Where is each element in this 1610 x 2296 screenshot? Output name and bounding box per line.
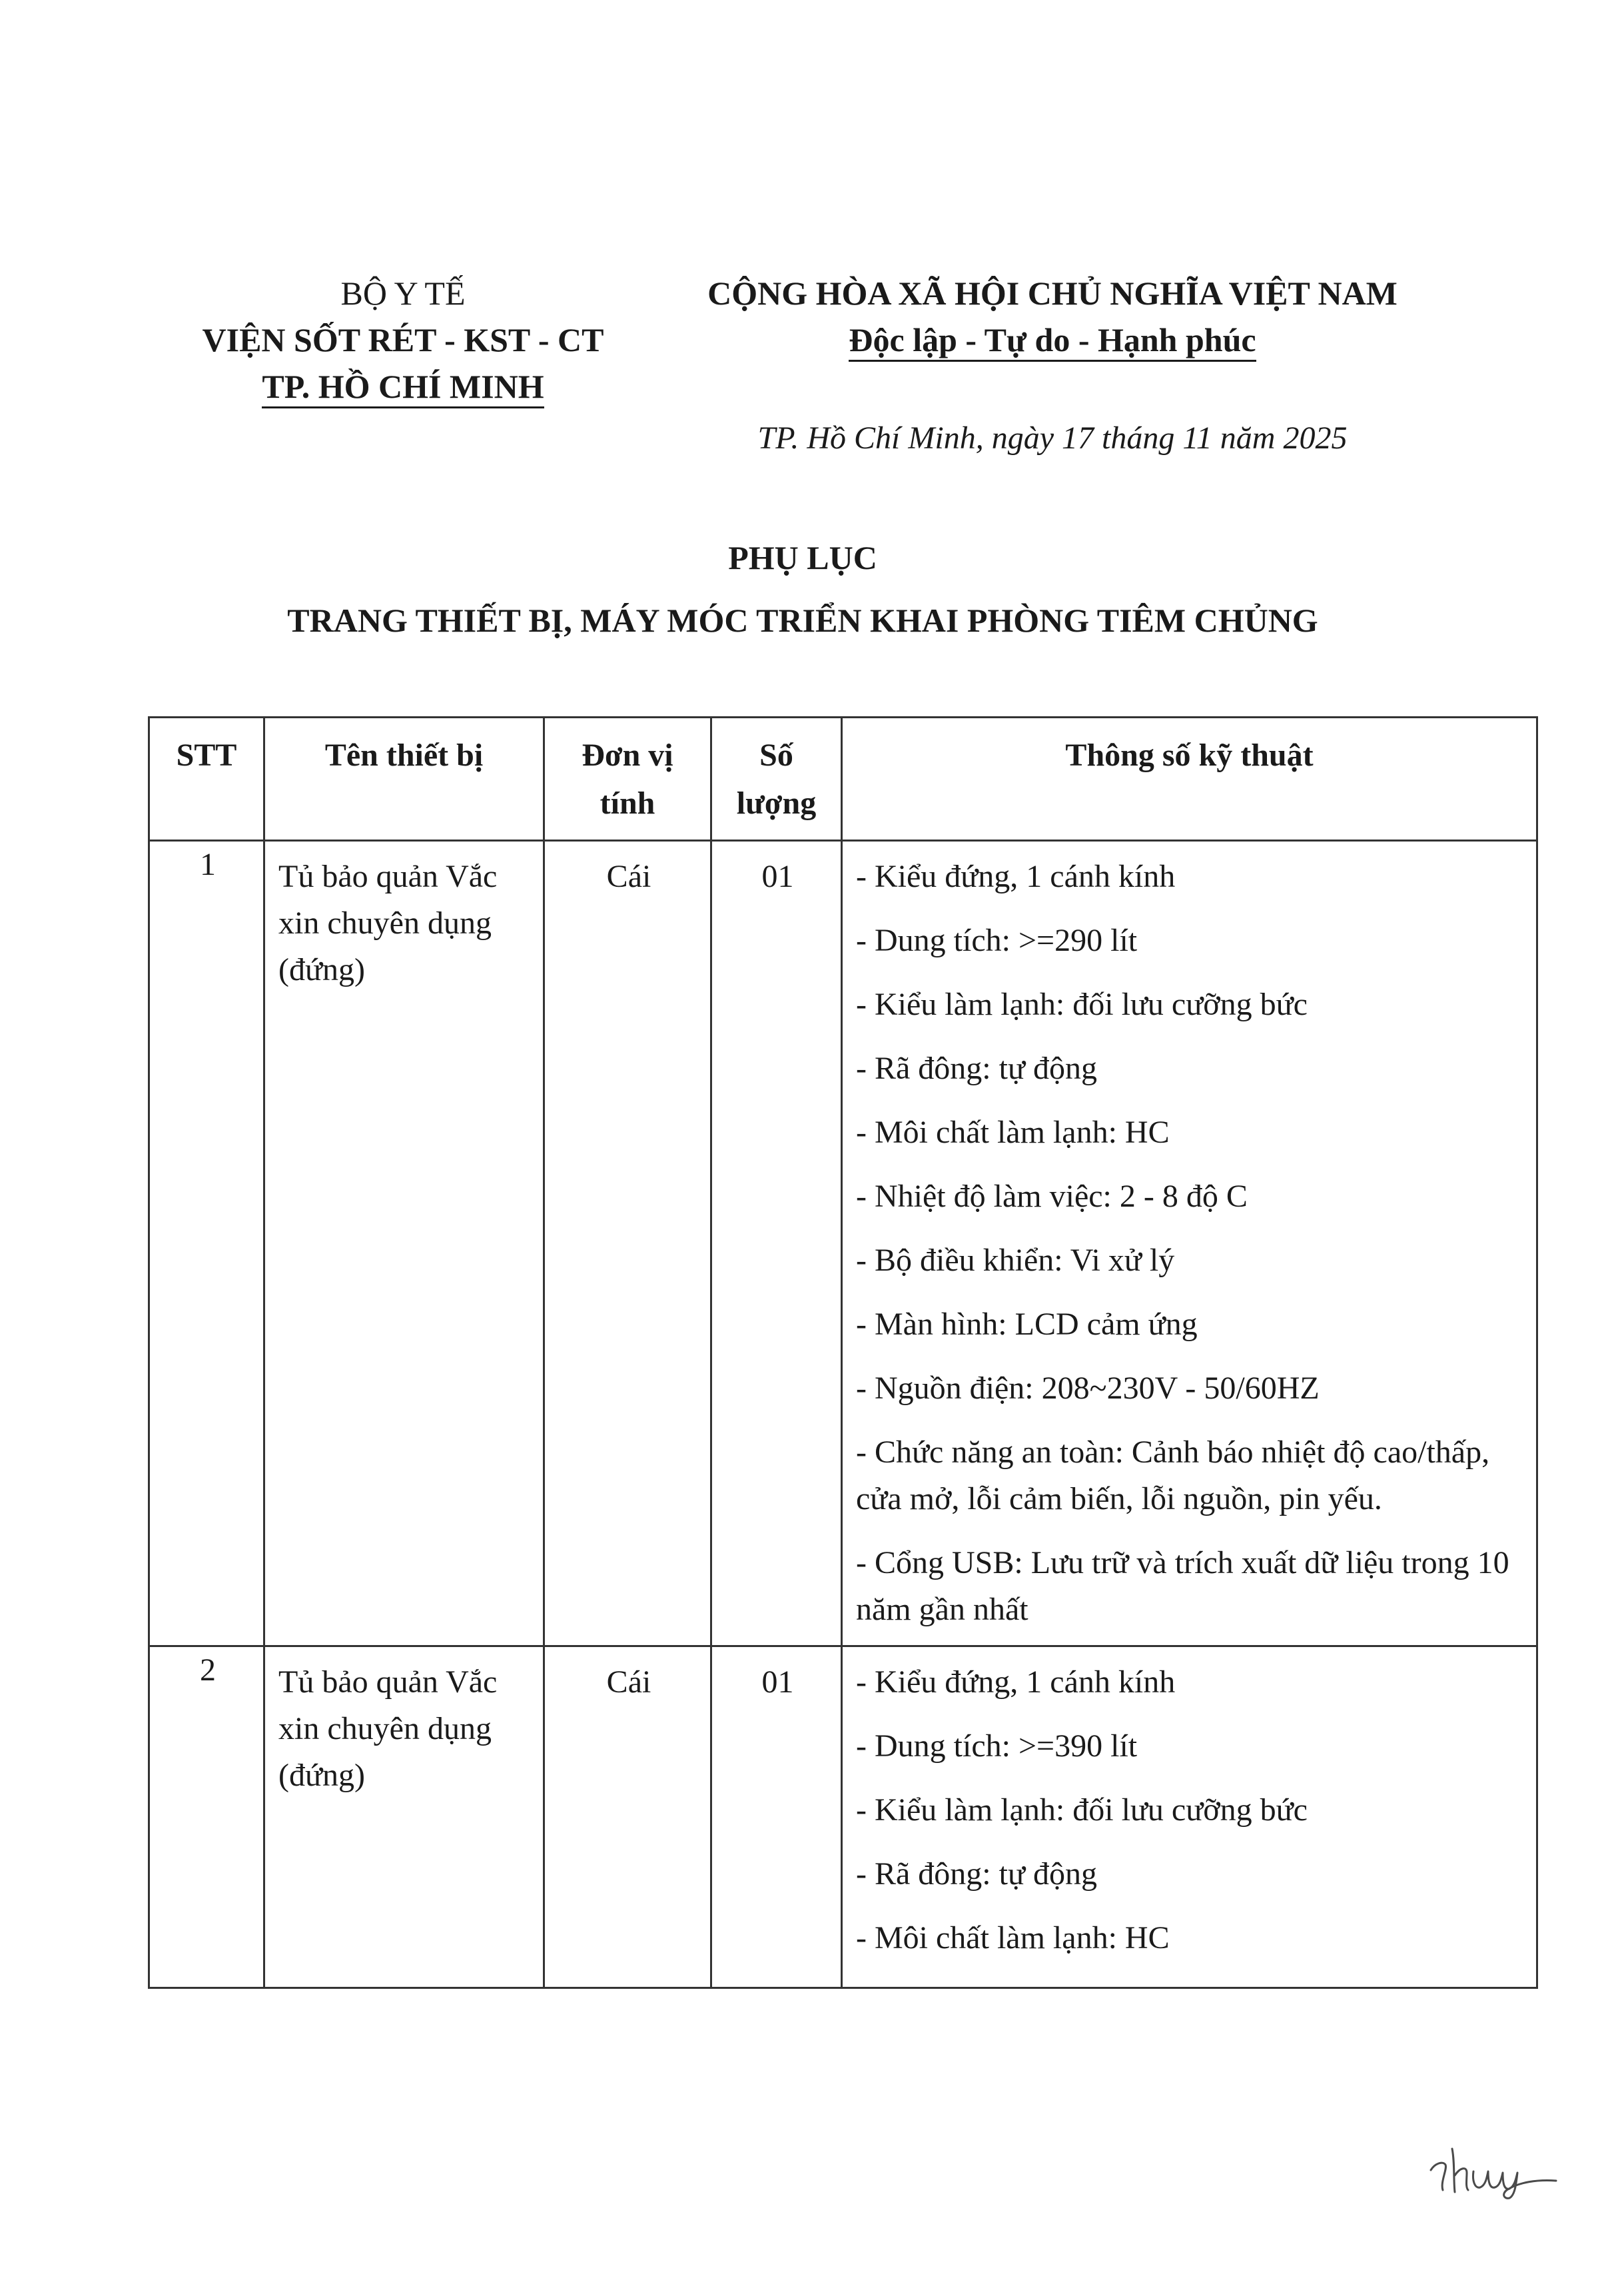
spec-line: - Dung tích: >=290 lít <box>856 923 1138 958</box>
national-motto: Độc lập - Tự do - Hạnh phúc <box>849 320 1256 362</box>
institute-name: VIỆN SỐT RÉT - KST - CT <box>202 321 604 358</box>
spec-line: - Kiểu làm lạnh: đối lưu cưỡng bức <box>856 1792 1308 1828</box>
row-equipment-name: Tủ bảo quản Vắc xin chuyên dụng (đứng) <box>264 841 544 1646</box>
spec-line: - Kiểu đứng, 1 cánh kính <box>856 859 1176 894</box>
document-title <box>80 526 1525 652</box>
institute-city: TP. HỒ CHÍ MINH <box>262 366 544 408</box>
spec-line: - Kiểu làm lạnh: đối lưu cưỡng bức <box>856 987 1308 1022</box>
column-header-qty <box>711 718 842 841</box>
spec-line: - Môi chất làm lạnh: HC <box>856 1920 1170 1956</box>
handwritten-signature <box>1425 2129 1559 2202</box>
row-unit: Cái <box>544 1646 711 1988</box>
spec-line: - Nguồn điện: 208~230V - 50/60HZ <box>856 1371 1320 1406</box>
row-quantity: 01 <box>711 841 842 1646</box>
row-equipment-name: Tủ bảo quản Vắc xin chuyên dụng (đứng) <box>264 1646 544 1988</box>
national-title-block <box>639 270 1465 363</box>
spec-line: - Môi chất làm lạnh: HC <box>856 1115 1170 1150</box>
row-stt: 1 <box>149 841 264 1646</box>
table-header-row <box>149 718 1537 841</box>
spec-line: - Rã đông: tự động <box>856 1051 1097 1086</box>
spec-line: - Kiểu đứng, 1 cánh kính <box>856 1664 1176 1700</box>
appendix-heading: PHỤ LỤC <box>728 539 877 576</box>
spec-line: - Nhiệt độ làm việc: 2 - 8 độ C <box>856 1179 1248 1214</box>
column-header-unit <box>544 718 711 841</box>
column-header-unit-line1: Đơn vị <box>582 738 673 773</box>
issuing-agency-block <box>143 270 663 410</box>
appendix-subheading: TRANG THIẾT BỊ, MÁY MÓC TRIỂN KHAI PHÒNG TIÊM CHỦNG <box>287 602 1318 639</box>
row-specifications <box>842 841 1537 1646</box>
nation-name: CỘNG HÒA XÃ HỘI CHỦ NGHĨA VIỆT NAM <box>707 275 1398 312</box>
equipment-table <box>148 716 1538 1989</box>
column-header-stt: STT <box>149 718 264 841</box>
column-header-name: Tên thiết bị <box>264 718 544 841</box>
column-header-specs: Thông số kỹ thuật <box>842 718 1537 841</box>
table-row <box>149 841 1537 1646</box>
place-date-line: TP. Hồ Chí Minh, ngày 17 tháng 11 năm 2025 <box>757 420 1348 456</box>
spec-line: - Cổng USB: Lưu trữ và trích xuất dữ liệu trong 10 năm gần nhất <box>856 1545 1509 1627</box>
column-header-qty-line1: Số <box>759 738 793 773</box>
table-row <box>149 1646 1537 1988</box>
spec-line: - Màn hình: LCD cảm ứng <box>856 1307 1198 1342</box>
column-header-unit-line2: tính <box>600 786 655 821</box>
ministry-name: BỘ Y TẾ <box>340 275 466 312</box>
spec-line: - Dung tích: >=390 lít <box>856 1728 1138 1764</box>
spec-line: - Bộ điều khiển: Vi xử lý <box>856 1243 1175 1278</box>
row-quantity: 01 <box>711 1646 842 1988</box>
row-specifications <box>842 1646 1537 1988</box>
spec-line: - Chức năng an toàn: Cảnh báo nhiệt độ cao/thấp, cửa mở, lỗi cảm biến, lỗi nguồn, pin yếu. <box>856 1435 1490 1516</box>
row-unit: Cái <box>544 841 711 1646</box>
row-stt: 2 <box>149 1646 264 1988</box>
column-header-qty-line2: lượng <box>736 786 817 821</box>
spec-line: - Rã đông: tự động <box>856 1856 1097 1892</box>
